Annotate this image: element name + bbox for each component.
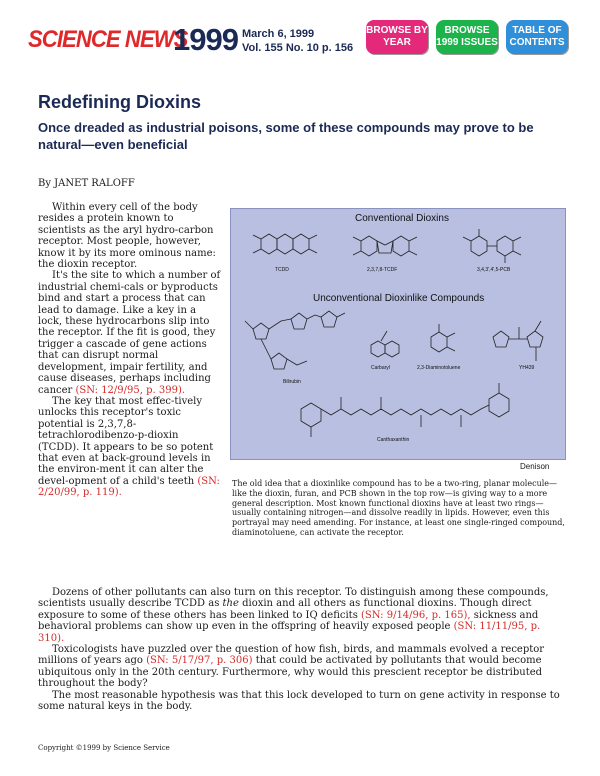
label-canthaxanthin: Canthaxanthin <box>377 437 410 443</box>
header <box>0 0 600 64</box>
science-news-logo[interactable]: SCIENCE NEWS <box>28 26 188 53</box>
dioxin-figure <box>230 208 566 460</box>
pcb-structure <box>463 229 521 263</box>
paragraph-5: Toxicologists have puzzled over the question of how fish, birds, and mammals evolved a receptor millions of years ago (SN: 5/17/97, p. 306) that could be activated by pollutants that would become ubiquitous only in the 20th century. Furthermore, why would this prescient receptor be distributed throughout the body? <box>38 644 545 690</box>
molecule-drawings <box>231 209 565 459</box>
paragraph-4: Dozens of other pollutants can also turn on this receptor. To distinguish among these compounds, scientists usually describe TCDD as the dioxin and all others as functional dioxins. Though direct exposure to some of these others has been linked to IQ deficits (SN: 9/14/96, p. 165), sickness and behavioral problems can show up even in the offspring of heavily exposed people (SN: 11/11/95, p. 310). <box>38 587 549 644</box>
label-diaminotoluene: 2,3-Diaminotoluene <box>417 365 461 371</box>
paragraph-3: The key that most effec-tively unlocks this receptor's toxic potential is 2,3,7,8-tetrachlorodibenzo-p-dioxin (TCDD). It appears to be so potent that even at back-ground levels in the environ-ment it can alter the devel-opment of a child's teeth (SN: 2/20/99, p. 119). <box>38 395 220 499</box>
figure-caption: The old idea that a dioxinlike compound has to be a two-ring, planar molecule—like the dioxin, furan, and PCB shown in the top row—is giving way to a more general description. Most known functional dioxins have at least two rings—usually containing nitrogen—and dissolve readily in lipids. However, even this portrayal may need amending. For instance, at least one single-ringed compound, diaminotoluene, can activate the receptor. <box>232 479 565 537</box>
issue-info <box>242 27 353 55</box>
paragraph-1: Within every cell of the body resides a protein known to scientists as the aryl hydro-carbon receptor. Most people, however, know it by its more ominous name: the dioxin receptor. <box>38 202 216 271</box>
diaminotoluene-structure <box>431 324 455 352</box>
label-pcb: 3,4,3',4',5-PCB <box>477 267 511 273</box>
label-bilirubin: Bilirubin <box>283 379 301 385</box>
article-title: Redefining Dioxins <box>38 92 202 112</box>
canthaxanthin-structure <box>301 383 509 437</box>
byline: By JANET RALOFF <box>38 178 135 189</box>
year-label: 1999 <box>173 22 238 57</box>
ref-link[interactable]: (SN: 11/11/95, p. 310). <box>38 621 541 644</box>
ref-link[interactable]: (SN: 2/20/99, p. 119). <box>38 475 220 499</box>
label-carbaryl: Carbaryl <box>371 365 390 371</box>
yh439-structure <box>493 321 543 361</box>
issue-date: March 6, 1999 <box>242 28 315 40</box>
paragraph-6: The most reasonable hypothesis was that this lock developed to turn on gene activity in response to some natural keys in the body. <box>38 689 560 713</box>
figure-heading-conventional: Conventional Dioxins <box>355 213 449 224</box>
ref-link[interactable]: (SN: 9/14/96, p. 165), <box>361 609 471 621</box>
paragraph-2: It's the site to which a number of industrial chemi-cals or byproducts bind and start a process that can lead to damage. Like a key in a lock, these hydrocarbons slip into the receptor. If the fit is good, they trigger a cascade of gene actions that can disrupt normal development, impair fertility, and cause diseases, perhaps including cancer (SN: 12/9/95, p. 399). <box>38 270 221 396</box>
bilirubin-structure <box>245 311 345 369</box>
label-tcdd: TCDD <box>275 267 289 273</box>
full-width-text <box>38 587 568 712</box>
tcdf-structure <box>353 236 417 256</box>
carbaryl-structure <box>371 331 399 357</box>
issue-volume: Vol. 155 No. 10 p. 156 <box>242 42 354 54</box>
ref-link[interactable]: (SN: 5/17/97, p. 306) <box>146 655 253 667</box>
label-tcdf: 2,3,7,8-TCDF <box>367 267 398 273</box>
article-subtitle: Once dreaded as industrial poisons, some of these compounds may prove to be natural—even beneficial <box>38 120 534 152</box>
tcdd-structure <box>253 234 317 254</box>
narrow-column <box>38 202 222 499</box>
table-of-contents-button[interactable]: TABLE OF CONTENTS <box>506 20 568 54</box>
ref-link[interactable]: (SN: 12/9/95, p. 399). <box>75 384 186 396</box>
browse-issues-button[interactable]: BROWSE 1999 ISSUES <box>436 20 498 54</box>
figure-credit: Denison <box>520 462 550 471</box>
label-yh439: YH439 <box>519 365 535 371</box>
figure-heading-unconventional: Unconventional Dioxinlike Compounds <box>313 293 485 304</box>
browse-by-year-button[interactable]: BROWSE BY YEAR <box>366 20 428 54</box>
copyright: Copyright ©1999 by Science Service <box>38 744 170 752</box>
